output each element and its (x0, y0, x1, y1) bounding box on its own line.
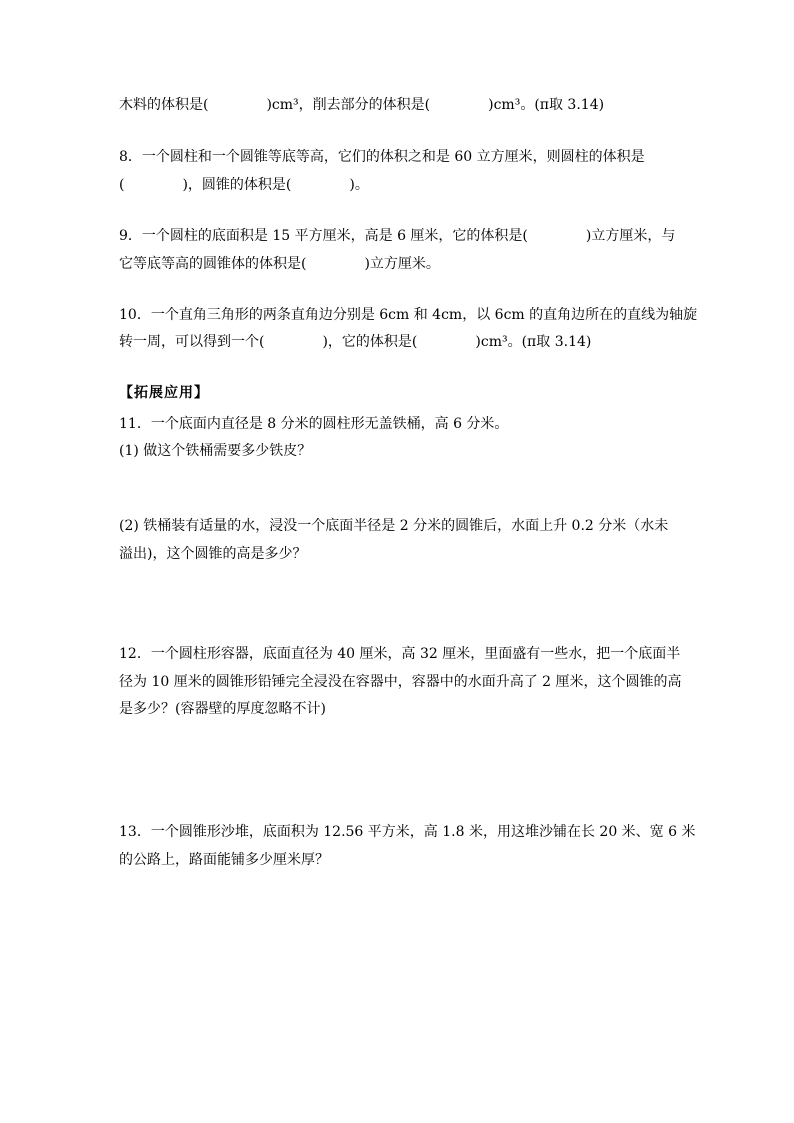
q9-line-1 (119, 227, 675, 245)
q8-text-c: )。 (349, 177, 369, 193)
q10-text-a: 转一周，可以得到一个( (119, 334, 265, 350)
q10-line-1: 10．一个直角三角形的两条直角边分别是 6cm 和 4cm，以 6cm 的直角边所在的直线为轴旋 (119, 307, 698, 323)
q8-line-1: 8．一个圆柱和一个圆锥等底等高，它们的体积之和是 60 立方厘米，则圆柱的体积是 (119, 149, 645, 165)
q9-text-c: 它等底等高的圆锥体的体积是( (119, 256, 307, 272)
q10-line-2 (119, 333, 591, 351)
q9-text-d: )立方厘米。 (364, 256, 440, 272)
q9-text-b: )立方厘米，与 (585, 228, 676, 244)
section-title: 【拓展应用】 (119, 385, 209, 401)
q8-text-a: ( (119, 177, 125, 193)
q7-text-a: 木料的体积是( (119, 97, 209, 113)
q7-text-b: )cm³，削去部分的体积是( (266, 97, 431, 113)
q7-line-2 (119, 96, 604, 114)
q12-line-3: 是多少？(容器壁的厚度忽略不计) (119, 701, 326, 717)
q8-line-2 (119, 176, 369, 194)
q9-line-2 (119, 255, 440, 273)
q13-line-1: 13．一个圆锥形沙堆，底面积为 12.56 平方米，高 1.8 米，用这堆沙铺在长 20 米、宽 6 米 (119, 824, 696, 840)
q13-line-2: 的公路上，路面能铺多少厘米厚？ (119, 852, 329, 868)
q11-line-1: 11．一个底面内直径是 8 分米的圆柱形无盖铁桶，高 6 分米。 (119, 416, 509, 432)
q7-text-c: )cm³。(π取 3.14) (488, 97, 605, 113)
q10-text-b: )，它的体积是( (322, 334, 418, 350)
q12-line-1: 12．一个圆柱形容器，底面直径为 40 厘米，高 32 厘米，里面盛有一些水，把一个底面半 (119, 646, 681, 662)
q12-line-2: 径为 10 厘米的圆锥形铅锤完全浸没在容器中，容器中的水面升高了 2 厘米，这个圆锥的高 (119, 674, 682, 690)
q11-sub-2-line-1: (2) 铁桶装有适量的水，浸没一个底面半径是 2 分米的圆锥后，水面上升 0.2 分米（水未 (119, 518, 669, 534)
q8-text-b: )，圆锥的体积是( (182, 177, 292, 193)
q11-sub-2-line-2: 溢出)，这个圆锥的高是多少？ (119, 546, 307, 562)
q11-sub-1: (1) 做这个铁桶需要多少铁皮？ (119, 443, 312, 459)
q10-text-c: )cm³。(π取 3.14) (475, 334, 592, 350)
q9-text-a: 9．一个圆柱的底面积是 15 平方厘米，高是 6 厘米，它的体积是( (119, 228, 528, 244)
